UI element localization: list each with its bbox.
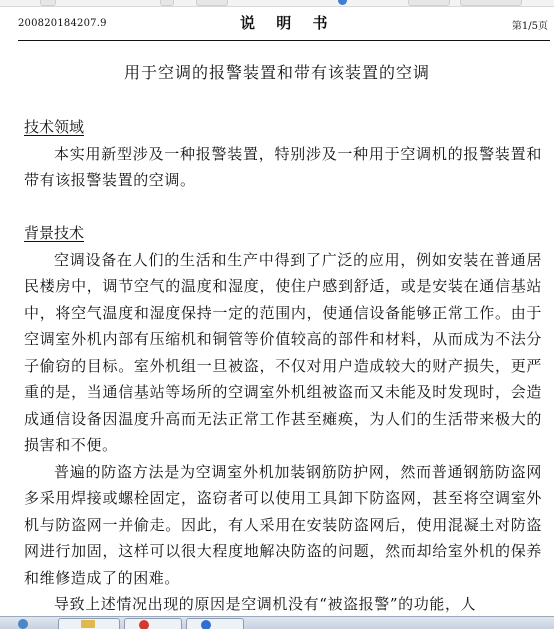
paragraph: 导致上述情况出现的原因是空调机没有“被盗报警”的功能，人	[54, 595, 477, 613]
toolbar-chip[interactable]	[40, 0, 56, 6]
section-heading-background: 背景技术	[24, 224, 85, 242]
taskbar-button[interactable]	[124, 618, 182, 629]
toolbar-chip[interactable]	[196, 0, 228, 6]
red-circle-app-icon	[139, 620, 149, 629]
doc-kind: 说 明 书	[240, 14, 336, 32]
toolbar-chip[interactable]	[160, 0, 174, 6]
blue-circle-app-icon	[201, 620, 211, 629]
document-header	[18, 12, 550, 34]
paragraph: 本实用新型涉及一种报警装置，特别涉及一种用于空调机的报警装置和带有该报警装置的空调。	[24, 144, 542, 189]
toolbar-chip[interactable]	[408, 0, 450, 6]
taskbar	[0, 616, 554, 629]
taskbar-button[interactable]	[58, 618, 120, 629]
folder-icon	[81, 620, 95, 628]
document-title: 用于空调的报警装置和带有该装置的空调	[123, 63, 430, 82]
section-heading-field: 技术领域	[24, 118, 85, 136]
toolbar-dot-icon[interactable]	[338, 0, 347, 5]
section-gap	[24, 194, 542, 221]
paragraph: 普遍的防盗方法是为空调室外机加装钢筋防护网，然而普通钢筋防盗网多采用焊接或螺栓固定，盗窃者可以使用工具卸下防盗网，甚至将空调室外机与防盗网一并偷走。因此，有人采用在安装防盗网后，使用混凝土对防盗网进行加固，这样可以很大程度地解决防盗的问题，然而却给室外机的保养和维修造成了的困难。	[24, 462, 542, 587]
start-orb-icon[interactable]	[18, 619, 28, 629]
header-rule	[18, 40, 550, 41]
document-body	[24, 114, 542, 618]
taskbar-button[interactable]	[186, 618, 244, 629]
toolbar-remnant	[0, 0, 554, 7]
toolbar-chip[interactable]	[460, 0, 522, 6]
page-index: 第1/5页	[511, 21, 548, 32]
doc-number: 200820184207.9	[18, 18, 107, 29]
paragraph: 空调设备在人们的生活和生产中得到了广泛的应用，例如安装在普通居民楼房中，调节空气的温度和湿度，使住户感到舒适，或是安装在通信基站中，将空气温度和湿度保持一定的范围内，使通信设备能够正常工作。由于空调室外机内部有压缩机和铜管等价值较高的部件和材料，从而成为不法分子偷窃的目标。室外机组一旦被盗，不仅对用户造成较大的财产损失，更严重的是，当通信基站等场所的空调室外机组被盗而又未能及时发现时，会造成通信设备因温度升高而无法正常工作甚至瘫痪，为人们的生活带来极大的损害和不便。	[24, 250, 542, 454]
